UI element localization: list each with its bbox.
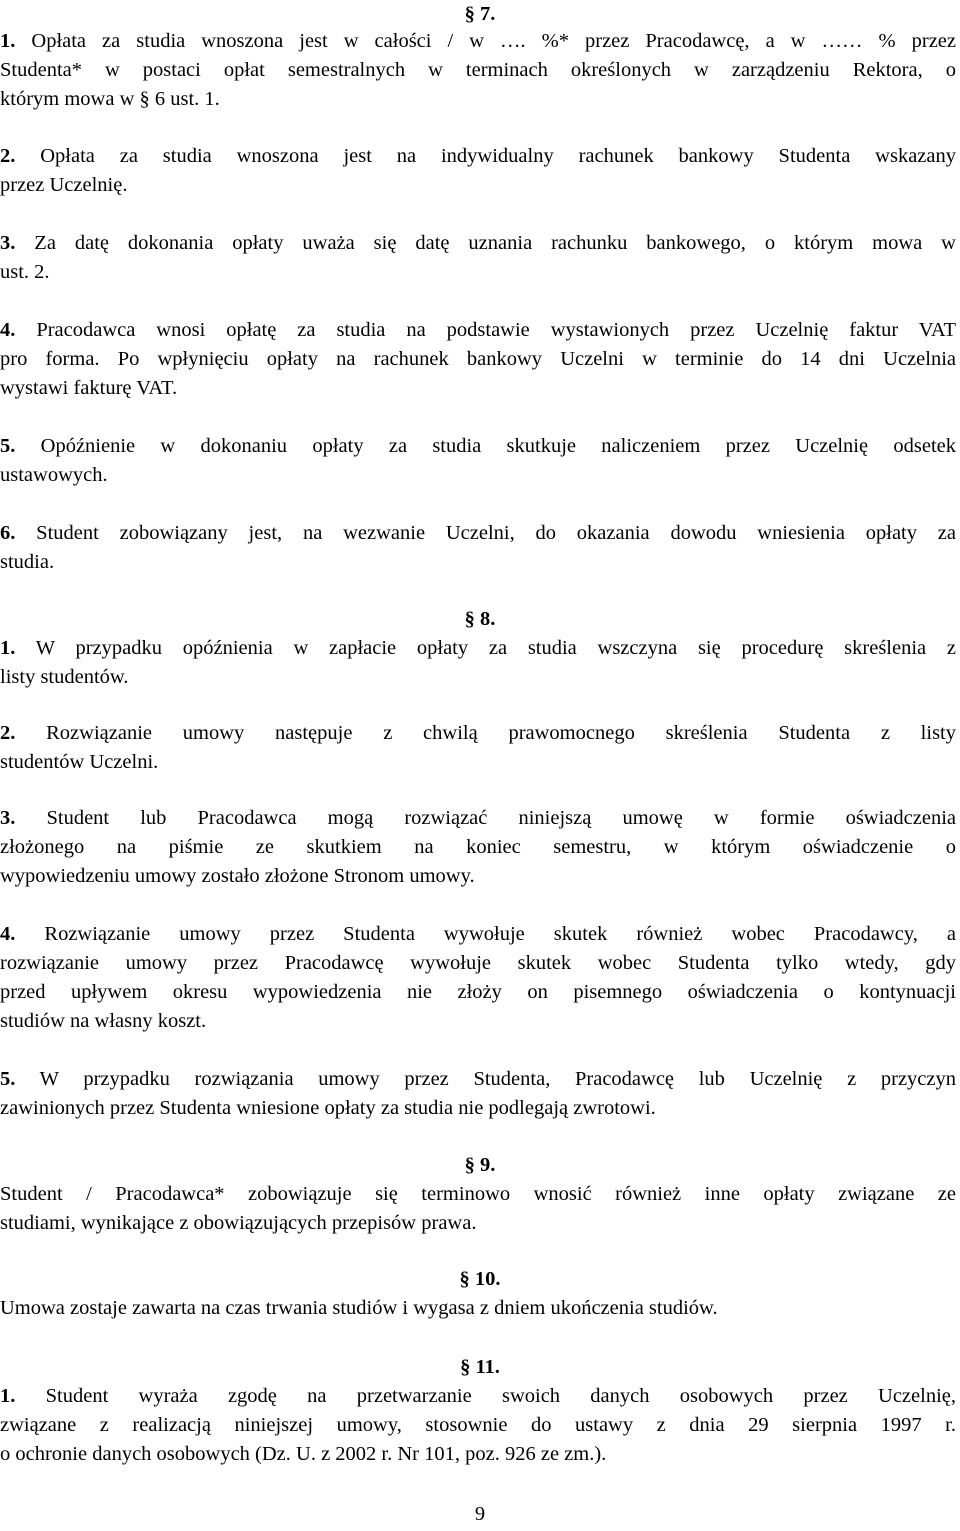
paragraph-line: wypowiedzeniu umowy zostało złożone Stronom umowy. bbox=[0, 865, 475, 887]
page-number: 9 bbox=[474, 1503, 486, 1525]
paragraph-number: 1. bbox=[0, 1385, 16, 1407]
paragraph-line: 5. W przypadku rozwiązania umowy przez Studenta, Pracodawcę lub Uczelnię z przyczyn bbox=[0, 1068, 956, 1090]
paragraph-number: 4. bbox=[0, 923, 16, 945]
paragraph-line: 2. Rozwiązanie umowy następuje z chwilą prawomocnego skreślenia Studenta z listy bbox=[0, 722, 956, 744]
section-heading-7: § 7. bbox=[464, 3, 496, 25]
paragraph-line: zawinionych przez Studenta wniesione opłaty za studia nie podlegają zwrotowi. bbox=[0, 1097, 656, 1119]
paragraph-line: 5. Opóźnienie w dokonaniu opłaty za studia skutkuje naliczeniem przez Uczelnię odsetek bbox=[0, 435, 956, 457]
paragraph-line: 4. Rozwiązanie umowy przez Studenta wywołuje skutek również wobec Pracodawcy, a bbox=[0, 923, 956, 945]
paragraph-line: przez Uczelnię. bbox=[0, 174, 128, 196]
paragraph-line: którym mowa w § 6 ust. 1. bbox=[0, 88, 220, 110]
paragraph-line: rozwiązanie umowy przez Pracodawcę wywołuje skutek wobec Studenta tylko wtedy, gdy bbox=[0, 952, 956, 974]
paragraph-line: 3. Student lub Pracodawca mogą rozwiązać niniejszą umowę w formie oświadczenia bbox=[0, 807, 956, 829]
section-heading-11: § 11. bbox=[460, 1356, 500, 1378]
paragraph-number: 5. bbox=[0, 435, 16, 457]
paragraph-number: 1. bbox=[0, 637, 16, 659]
paragraph-line: złożonego na piśmie ze skutkiem na koniec semestru, w którym oświadczenie o bbox=[0, 836, 956, 858]
section-heading-10: § 10. bbox=[459, 1268, 501, 1290]
paragraph-number: 5. bbox=[0, 1068, 16, 1090]
paragraph-line: 4. Pracodawca wnosi opłatę za studia na podstawie wystawionych przez Uczelnię faktur VAT bbox=[0, 319, 956, 341]
paragraph-line: studia. bbox=[0, 551, 55, 573]
paragraph-line: Umowa zostaje zawarta na czas trwania studiów i wygasa z dniem ukończenia studiów. bbox=[0, 1297, 718, 1319]
paragraph-line: wystawi fakturę VAT. bbox=[0, 377, 178, 399]
paragraph-line: studiami, wynikające z obowiązujących przepisów prawa. bbox=[0, 1212, 477, 1234]
paragraph-line: pro forma. Po wpłynięciu opłaty na rachunek bankowy Uczelni w terminie do 14 dni Uczelnia bbox=[0, 348, 956, 370]
paragraph-line: 1. Opłata za studia wnoszona jest w całości / w …. %* przez Pracodawcę, a w …… % przez bbox=[0, 30, 956, 52]
paragraph-line: ust. 2. bbox=[0, 261, 50, 283]
paragraph-line: studentów Uczelni. bbox=[0, 751, 159, 773]
paragraph-line: 1. W przypadku opóźnienia w zapłacie opłaty za studia wszczyna się procedurę skreślenia z bbox=[0, 637, 956, 659]
paragraph-line: Student / Pracodawca* zobowiązuje się terminowo wnosić również inne opłaty związane ze bbox=[0, 1183, 956, 1205]
section-heading-9: § 9. bbox=[464, 1154, 496, 1176]
paragraph-number: 4. bbox=[0, 319, 16, 341]
paragraph-number: 3. bbox=[0, 807, 16, 829]
paragraph-line: 1. Student wyraża zgodę na przetwarzanie swoich danych osobowych przez Uczelnię, bbox=[0, 1385, 956, 1407]
paragraph-line: 6. Student zobowiązany jest, na wezwanie Uczelni, do okazania dowodu wniesienia opłaty za bbox=[0, 522, 956, 544]
paragraph-line: studiów na własny koszt. bbox=[0, 1010, 207, 1032]
paragraph-number: 6. bbox=[0, 522, 16, 544]
paragraph-line: związane z realizacją niniejszej umowy, stosownie do ustawy z dnia 29 sierpnia 1997 r. bbox=[0, 1414, 956, 1436]
paragraph-line: 3. Za datę dokonania opłaty uważa się datę uznania rachunku bankowego, o którym mowa w bbox=[0, 232, 956, 254]
paragraph-line: ustawowych. bbox=[0, 464, 108, 486]
paragraph-line: 2. Opłata za studia wnoszona jest na indywidualny rachunek bankowy Studenta wskazany bbox=[0, 145, 956, 167]
paragraph-line: listy studentów. bbox=[0, 666, 129, 688]
section-heading-8: § 8. bbox=[464, 608, 496, 630]
paragraph-number: 2. bbox=[0, 722, 16, 744]
paragraph-line: o ochronie danych osobowych (Dz. U. z 2002 r. Nr 101, poz. 926 ze zm.). bbox=[0, 1443, 607, 1465]
paragraph-line: przed upływem okresu wypowiedzenia nie złoży on pisemnego oświadczenia o kontynuacji bbox=[0, 981, 956, 1003]
paragraph-number: 2. bbox=[0, 145, 16, 167]
paragraph-number: 1. bbox=[0, 30, 16, 52]
paragraph-number: 3. bbox=[0, 232, 16, 254]
paragraph-line: Studenta* w postaci opłat semestralnych w terminach określonych w zarządzeniu Rektora, o bbox=[0, 59, 956, 81]
